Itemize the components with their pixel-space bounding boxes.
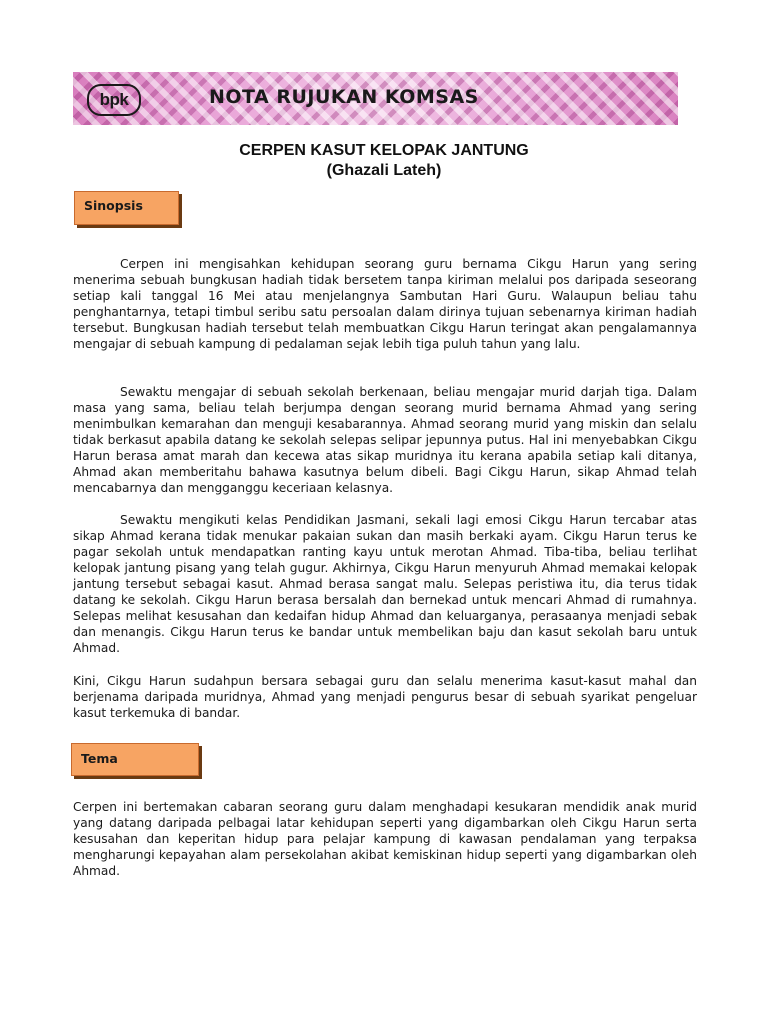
- document-author: (Ghazali Lateh): [326, 162, 442, 179]
- sinopsis-heading: Sinopsis: [74, 191, 179, 225]
- sinopsis-paragraph-4: Kini, Cikgu Harun sudahpun bersara sebagai guru dan selalu menerima kasut-kasut mahal dan berjenama daripada muridnya, Ahmad yang menjadi pengurus besar di sebuah syarikat pengeluar kasut terkemuka di bandar.: [73, 674, 697, 720]
- sinopsis-paragraph-1: Cerpen ini mengisahkan kehidupan seorang guru bernama Cikgu Harun yang sering menerima sebuah bungkusan hadiah tidak bersetem tanpa kiriman melalui pos daripada seseorang setiap kali tanggal 16 Mei atau menjelangnya Sambutan Hari Guru. Walaupun beliau tahu penghantarnya, tetapi timbul seribu satu persoalan dalam dirinya tujuan sebenarnya kiriman hadiah tersebut. Bungkusan hadiah tersebut telah membuatkan Cikgu Harun teringat akan pengalamannya mengajar di sebuah kampung di pedalaman sejak lebih tiga puluh tahun yang lalu.: [73, 257, 697, 351]
- sinopsis-paragraph-3: Sewaktu mengikuti kelas Pendidikan Jasmani, sekali lagi emosi Cikgu Harun tercabar atas sikap Ahmad kerana tidak menukar pakaian sukan dan masih berkaki ayam. Cikgu Harun terus ke pagar sekolah untuk mendapatkan ranting kayu untuk merotan Ahmad. Tiba-tiba, beliau terlihat kelopak jantung pisang yang telah gugur. Akhirnya, Cikgu Harun menyuruh Ahmad memakai kelopak jantung tersebut sebagai kasut. Ahmad berasa sangat malu. Selepas peristiwa itu, dia terus tidak datang ke sekolah. Cikgu Harun berasa bersalah dan bernekad untuk mencari Ahmad di rumahnya. Selepas melihat kesusahan dan kedaifan hidup Ahmad dan keluarganya, perasaanya menjadi sebak dan menangis. Cikgu Harun terus ke bandar untuk membelikan baju dan kasut sekolah baru untuk Ahmad.: [73, 513, 697, 655]
- tema-paragraph: Cerpen ini bertemakan cabaran seorang guru dalam menghadapi kesukaran mendidik anak murid yang datang daripada pelbagai latar kehidupan seperti yang digambarkan oleh Cikgu Harun serta kesusahan dan keperitan hidup para pelajar kampung di kawasan pendalaman yang terpaksa mengharungi kepayahan alam persekolahan akibat kemiskinan hidup seperti yang digambarkan oleh Ahmad.: [73, 800, 697, 878]
- header-banner: [73, 72, 678, 125]
- tema-heading: Tema: [71, 743, 199, 776]
- document-title: CERPEN KASUT KELOPAK JANTUNG: [239, 142, 529, 159]
- sinopsis-paragraph-2: Sewaktu mengajar di sebuah sekolah berkenaan, beliau mengajar murid darjah tiga. Dalam masa yang sama, beliau telah berjumpa dengan seorang murid bernama Ahmad yang sering menimbulkan kemarahan dan menguji kesabarannya. Ahmad seorang murid yang miskin dan selalu tidak berkasut apabila datang ke sekolah selepas selipar jepunnya putus. Hal ini menyebabkan Cikgu Harun berasa amat marah dan kecewa atas sikap muridnya itu kerana apabila setiap kali ditanya, Ahmad akan memberitahu bahawa kasutnya belum dibeli. Bagi Cikgu Harun, sikap Ahmad telah mencabarnya dan mengganggu keceriaan kelasnya.: [73, 385, 697, 495]
- banner-title: NOTA RUJUKAN KOMSAS: [209, 86, 479, 108]
- bpk-logo: bpk: [87, 84, 141, 116]
